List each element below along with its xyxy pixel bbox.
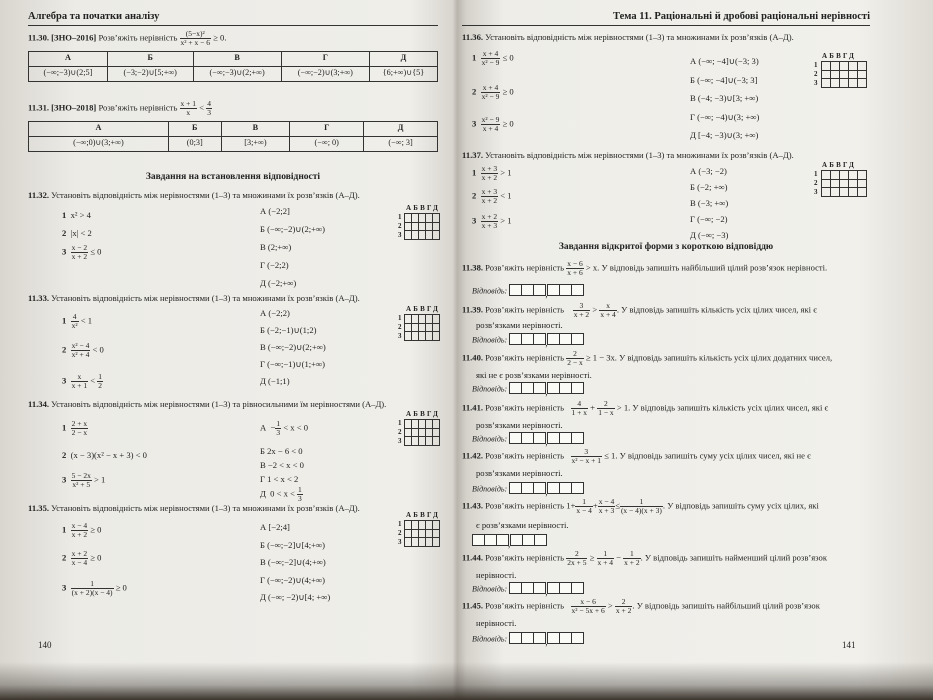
task-source: [ЗНО–2016] (51, 32, 97, 43)
answer-input[interactable] (509, 432, 583, 447)
item-2: 2 |x| < 2 (62, 228, 92, 238)
answer-row: Відповідь: , (472, 582, 583, 597)
answer-row: Відповідь: , (472, 382, 583, 397)
answer-row (472, 534, 546, 549)
page-number: 140 (38, 640, 52, 650)
left-page: Алгебра та початки аналізу 11.30. [ЗНО–2016] Розв’яжіть нерівність $\frac{\text{(5−x)²}}{\text{x² + x − 6}}$ ≥ 0. А Б В Г Д (−∞;−3)∪(2;5] (−3;−2)∪[5;+∞) (−∞;−3)∪(2;+∞) (−∞;−2)∪(3;+∞) {6;+∞)∪{5} 11.31. [ЗНО–2018] Розв’яжіть нерівність $\frac{x + 1}{x}$ < $\frac{4}{3}$ А Б В Г Д (−∞;0)∪(3;+∞) (0;3] [3;+∞) (−∞; 0) (−∞; 3] Завдання на встановлення відповідності 11.32. Установіть відповідність між нерівностями (1–3) та множинами їх розв’язків (А–Д). 1 x² > 4 2 |x| < 2 3 $\frac{x - 2}{x + 2}$ ≤ 0 А (−2;2] Б (−∞;−2)∪(2;+∞) В (2;+∞) Г (−2;2) Д (−2;+∞) АБВГД 1 2 3 11.33. Установіть відповідність між нерівностями (1–3) та множинами їх розв’язків (А–Д). 1 $\frac{4}{\text{x²}}$ < 1 2 $\frac{\text{x² − 4}}{\text{x² + 4}}$ < 0 3 $\frac{x}{x + 1}$ < $\frac{1}{2}$ А (−2;2) Б (−2;−1)∪(1;2) В (−∞;−2)∪(2;+∞) Г (−∞;−1)∪(1;+∞) Д (−1;1) АБВГД 1 2 3 11.34. Установіть відповідність між нерівностями (1–3) та рівносильними їм нерівностями (А–Д). 1 $\frac{2 + x}{2 - x}$ 2 (x − 3)(x² − x + 3) < 0 3 $\frac{5 - 2x}{\text{x² + 5}}$ > 1 А − $\frac{1}{3}$ < x < 0 Б 2x − 6 < 0 В −2 < x < 0 Г 1 < x < 2 Д 0 < x < $\frac{1}{3}$ АБВГД 1 2 3 11.35. Установіть відповідність між нерівностями (1–3) та множинами їх розв’язків (А–Д). 1 $\frac{x - 4}{x + 2}$ ≥ 0 2 $\frac{x + 2}{x - 4}$ ≥ 0 3 $\frac{1}{(x + 2)(x - 4)}$ ≥ 0 А [−2;4] Б (−∞;−2]∪[4;+∞) В (−∞;−2]∪(4;+∞) Г (−∞;−2)∪(4;+∞) Д (−∞; −2)∪[4; +∞) АБВГД 1 2 3 140 (28, 11, 441, 650)
task-11-32: 11.32. Установіть відповідність між нерівностями (1–3) та множинами їх розв’язків (А–Д). (28, 190, 360, 200)
task-11-31: 11.31. [ЗНО–2018] Розв’яжіть нерівність $\frac{x + 1}{x}$ < $\frac{4}{3}$ А Б В Г Д (−∞;0)∪(3;+∞) (0;3] [3;+∞) (−∞; 0) (−∞; 3] (28, 100, 438, 152)
answer-row: Відповідь: , (472, 333, 583, 348)
options-list: А (−2;2) Б (−2;−1)∪(1;2) В (−∞;−2)∪(2;+∞) Г (−∞;−1)∪(1;+∞) Д (−1;1) (260, 308, 326, 386)
task-11-43: 11.43. Розв’яжіть нерівність 1+ $\frac{1}{x - 4}$ + $\frac{x - 4}{x + 3}$ ≤ $\frac{1}{(x - 4)(x + 3)}$ . У відповідь запишіть суму усіх цілих, які (462, 497, 819, 516)
answer-grid[interactable]: АБВГД 1 2 3 (398, 511, 441, 546)
task-11-40: 11.40. Розв’яжіть нерівність $\frac{2}{2 - x}$ ≥ 1 − 3x. У відповідь запишіть кількість усіх цілих додатних чисел, (462, 349, 833, 368)
answer-grid[interactable]: АБВГД 1 2 3 (814, 52, 867, 88)
task-11-41: 11.41. Розв’яжіть нерівність $\frac{4}{1 + x}$ + $\frac{2}{1 - x}$ > 1. У відповідь запишіть кількість усіх цілих чисел, які є (462, 399, 829, 418)
task-11-38: 11.38. Розв’яжіть нерівність $\frac{x - 6}{x + 6}$ > x. У відповідь запишіть найбільший цілий розв’язок нерівності. (462, 259, 828, 278)
task-11-39: 11.39. Розв’яжіть нерівність $\frac{3}{x + 2}$ > $\frac{x}{x + 4}$ . У відповідь запишіть кількість усіх цілих чисел, які є (462, 301, 817, 320)
answer-row: Відповідь: , (472, 482, 583, 497)
task-11-37: 11.37. Установіть відповідність між нерівностями (1–3) та множинами їх розв’язків (А–Д). (462, 150, 794, 160)
task-11-33: 11.33. Установіть відповідність між нерівностями (1–3) та множинами їх розв’язків (А–Д). (28, 293, 360, 303)
left-header: Алгебра та початки аналізу (28, 10, 438, 26)
answer-input[interactable] (509, 632, 583, 647)
fraction: $\frac{\text{(5−x)²}}{\text{x² + x − 6}}$ (180, 29, 210, 48)
section-title: Завдання відкритої форми з короткою відповіддю (558, 242, 774, 252)
task-text: Розв’яжіть нерівність (98, 32, 178, 43)
book-edge-shadow (0, 662, 933, 700)
task-11-35: 11.35. Установіть відповідність між нерівностями (1–3) та множинами їх розв’язків (А–Д). (28, 503, 360, 513)
answer-table: А Б В Г Д (−∞;−3)∪(2;5] (−3;−2)∪[5;+∞) (−∞;−3)∪(2;+∞) (−∞;−2)∪(3;+∞) {6;+∞)∪{5} (28, 51, 438, 82)
options-list: А (−2;2] Б (−∞;−2)∪(2;+∞) В (2;+∞) Г (−2;2) Д (−2;+∞) (260, 206, 325, 288)
answer-grid[interactable]: АБВГД 1 2 3 (398, 410, 441, 445)
options-list: А [−2;4] Б (−∞;−2]∪[4;+∞) В (−∞;−2]∪(4;+∞) Г (−∞;−2)∪(4;+∞) Д (−∞; −2)∪[4; +∞) (260, 522, 331, 602)
right-header: Тема 11. Раціональні й дробові раціональні нерівності (462, 10, 870, 26)
answer-input[interactable] (509, 582, 583, 597)
task-11-45: 11.45. Розв’яжіть нерівність $\frac{x - 6}{\text{x² − 5x + 6}}$ > $\frac{2}{x + 2}$ . У відповідь запишіть найбільший цілий розв’язок (462, 597, 820, 616)
answer-grid[interactable]: АБВГД 1 2 3 (398, 305, 441, 340)
section-title: Завдання на встановлення відповідності (145, 172, 321, 182)
answer-input[interactable] (509, 284, 583, 299)
task-11-44: 11.44. Розв’яжіть нерівність $\frac{2}{2x + 5}$ ≥ $\frac{1}{x + 4}$ − $\frac{1}{x + 2}$ . У відповідь запишіть найменший цілий розв’язок (462, 549, 828, 568)
task-11-34: 11.34. Установіть відповідність між нерівностями (1–3) та рівносильними їм нерівностями (А–Д). (28, 399, 387, 409)
task-11-42: 11.42. Розв’яжіть нерівність $\frac{3}{\text{x² − x + 1}}$ ≤ 1. У відповідь запишіть суму усіх цілих чисел, які не є (462, 447, 811, 466)
task-11-30: 11.30. [ЗНО–2016] Розв’яжіть нерівність $\frac{\text{(5−x)²}}{\text{x² + x − 6}}$ ≥ 0. А Б В Г Д (−∞;−3)∪(2;5] (−3;−2)∪[5;+∞) (−∞;−3)∪(2;+∞) (−∞;−2)∪(3;+∞) {6;+∞)∪{5} (28, 30, 438, 82)
answer-input[interactable] (509, 333, 583, 348)
item-3: 3 $\frac{x - 2}{x + 2}$ ≤ 0 (62, 243, 102, 262)
options-list: А (−3; −2) Б (−2; +∞) В (−3; +∞) Г (−∞; −2) Д (−∞; −3) (690, 166, 729, 240)
answer-input[interactable] (472, 534, 546, 549)
item-1: 1 x² > 4 (62, 210, 91, 220)
answer-row: Відповідь: , (472, 432, 583, 447)
answer-table: А Б В Г Д (−∞;0)∪(3;+∞) (0;3] [3;+∞) (−∞; 0) (−∞; 3] (28, 121, 438, 152)
options-list: А (−∞; −4]∪(−3; 3) Б (−∞; −4]∪(−3; 3] В (−4; −3)∪[3; +∞) Г (−∞; −4)∪(3; +∞) Д [−4; −3)∪(3; +∞) (690, 56, 760, 140)
answer-grid[interactable]: АБВГД 1 2 3 (814, 161, 867, 197)
answer-row: Відповідь: , (472, 632, 583, 647)
page-number: 141 (842, 640, 856, 650)
task-number: 11.30. (28, 32, 50, 43)
answer-input[interactable] (509, 482, 583, 497)
answer-grid[interactable]: АБВГД 1 2 3 (398, 204, 441, 239)
task-11-36: 11.36. Установіть відповідність між нерівностями (1–3) та множинами їх розв’язків (А–Д). (462, 32, 794, 42)
right-page: Тема 11. Раціональні й дробові раціональні нерівності 11.36. Установіть відповідність між нерівностями (1–3) та множинами їх розв’язків (А–Д). 1 $\frac{x + 4}{\text{x² − 9}}$ ≤ 0 2 $\frac{x + 4}{\text{x² − 9}}$ ≥ 0 3 $\frac{\text{x² − 9}}{x + 4}$ ≥ 0 А (−∞; −4]∪(−3; 3) Б (−∞; −4]∪(−3; 3] В (−4; −3)∪[3; +∞) Г (−∞; −4)∪(3; +∞) Д [−4; −3)∪(3; +∞) АБВГД 1 2 3 11.37. Установіть відповідність між нерівностями (1–3) та множинами їх розв’язків (А–Д). 1 $\frac{x + 3}{x + 2}$ > 1 2 $\frac{x + 3}{x + 2}$ < 1 3 $\frac{x + 2}{x + 3}$ > 1 А (−3; −2) Б (−2; +∞) В (−3; +∞) Г (−∞; −2) Д (−∞; −3) АБВГД 1 2 3 Завдання відкритої форми з короткою відповіддю 11.38. Розв’яжіть нерівність $\frac{x - 6}{x + 6}$ > x. У відповідь запишіть найбільший цілий розв’язок нерівності. Відповідь: , 11.39. Розв’яжіть нерівність $\frac{3}{x + 2}$ > $\frac{x}{x + 4}$ . У відповідь запишіть кількість усіх цілих чисел, які є розв’язками нерівності. Відповідь: , 11.40. Розв’яжіть нерівність $\frac{2}{2 - x}$ ≥ 1 − 3x. У відповідь запишіть кількість усіх цілих додатних чисел, які не є розв’язками нерівності. Відповідь: , 11.41. Розв’яжіть нерівність $\frac{4}{1 + x}$ + $\frac{2}{1 - x}$ > 1. У відповідь запишіть кількість усіх цілих чисел, які є розв’язками нерівності. Відповідь: , 11.42. Розв’яжіть нерівність $\frac{3}{\text{x² − x + 1}}$ ≤ 1. У відповідь запишіть суму усіх цілих чисел, які не є розв’язками нерівності. Відповідь: , 11.43. Розв’яжіть нерівність 1+ $\frac{1}{x - 4}$ + $\frac{x - 4}{x + 3}$ ≤ $\frac{1}{(x - 4)(x + 3)}$ . У відповідь запишіть суму усіх цілих, які є розв’язками нерівності. , 11.44. Розв’яжіть нерівність $\frac{2}{2x + 5}$ ≥ $\frac{1}{x + 4}$ − $\frac{1}{x + 2}$ . У відповідь запишіть найменший цілий розв’язок нерівності. Відповідь: , 11.45. Розв’яжіть нерівність $\frac{x - 6}{\text{x² − 5x + 6}}$ > $\frac{2}{x + 2}$ . У відповідь запишіть найбільший цілий розв’язок нерівності. Відповідь: , 141 (462, 0, 870, 665)
answer-input[interactable] (509, 382, 583, 397)
answer-row: Відповідь: , (472, 284, 583, 299)
